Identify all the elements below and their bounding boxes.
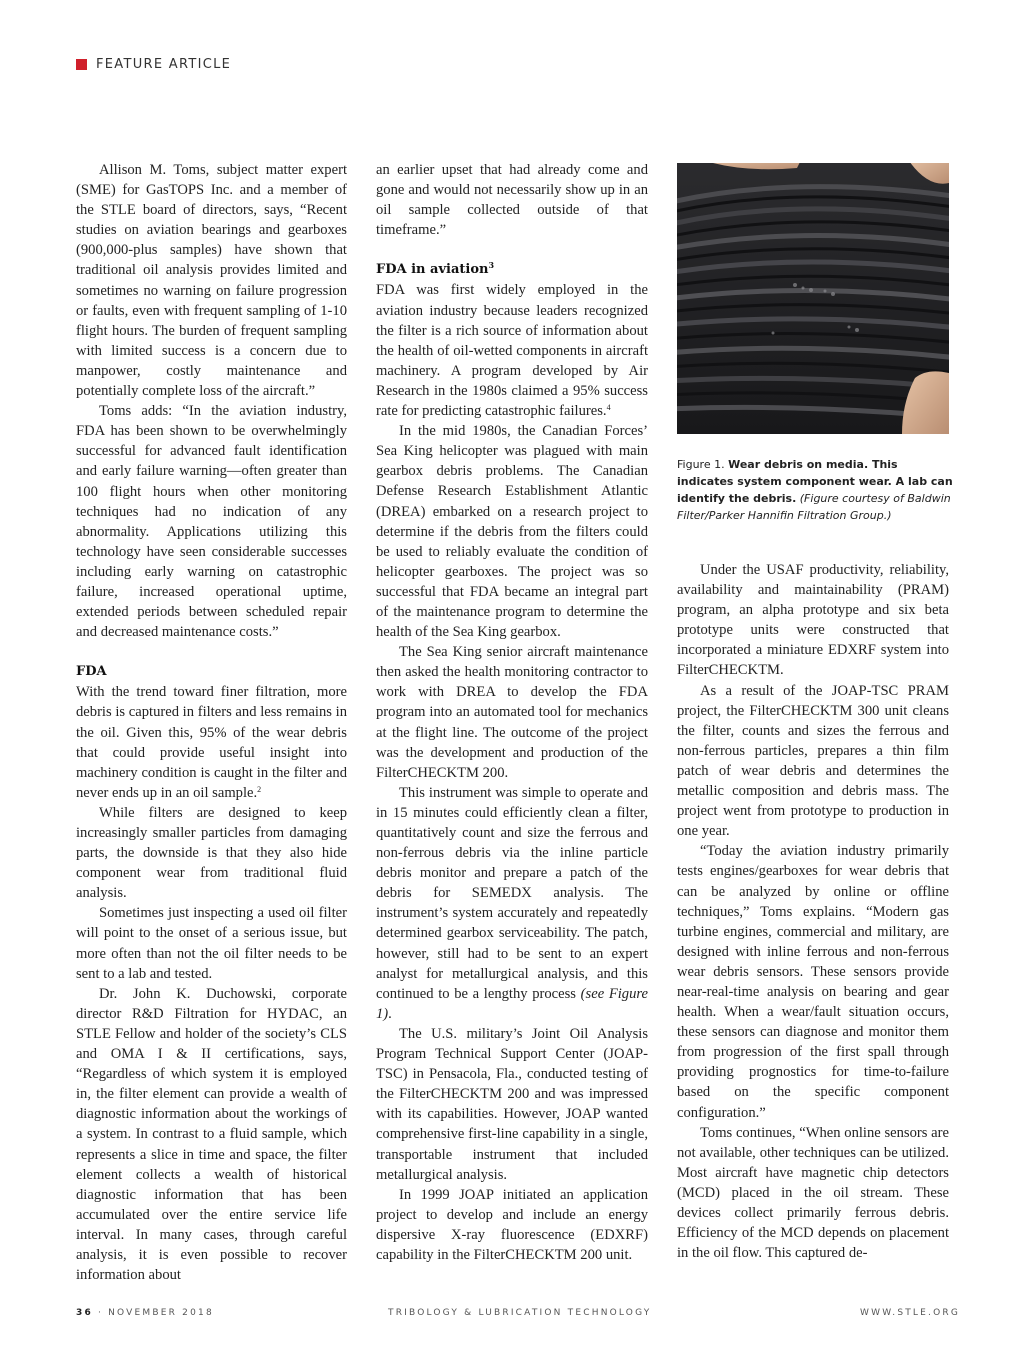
- footer-page-info: [76, 1308, 214, 1318]
- footnote-ref: 4: [606, 403, 611, 413]
- paragraph: With the trend toward finer filtration, more debris is captured in filters and less remains in the oil. Given this, 95% of the wear debris that could provide useful insight into machinery condition is caught in the filter and never ends up in an oil sample.$^2$: [76, 684, 347, 801]
- paragraph: The Sea King senior aircraft maintenance then asked the health monitoring contractor to work with DREA to develop the FDA program into an automated tool for mechanics at the flight line. The outcome of the project was the development and production of the FilterCHECKTM 200.: [376, 644, 648, 781]
- figure-label: Figure 1.: [677, 458, 725, 471]
- paragraph: As a result of the JOAP-TSC PRAM project, the FilterCHECKTM 300 unit cleans the filter, counts and sizes the ferrous and non-ferrous particles, prepares a thin film patch of wear debris and determines the metallic composition and debris mass. The project went from prototype to production in one year.: [677, 682, 949, 840]
- paragraph: FDA was first widely employed in the aviation industry because leaders recognized the filter is a rich source of information about the health of oil-wetted components in aircraft machinery. A program developed by Air Research in the 1980s claimed a 95% success rate for predicting catastrophic failures.$^4$: [376, 282, 648, 420]
- paragraph: In the mid 1980s, the Canadian Forces’ Sea King helicopter was plagued with main gearbox debris problems. The Canadian Defense Research Establishment Atlantic (DREA) embarked on a research project to determine if the debris from the filters could be used to reliably evaluate the condition of helicopter gearboxes. The project was so successful that FDA became an integral part of the maintenance program to determine the health of the Sea King gearbox.: [376, 423, 648, 641]
- article-column-2: [376, 160, 648, 1265]
- figure-photo-filter-media: [677, 163, 949, 434]
- paragraph: Allison M. Toms, subject matter expert (SME) for GasTOPS Inc. and a member of the STLE board of directors, says, “Recent studies on aviation bearings and gearboxes (900,000-plus samples) have shown that traditional oil analysis provides limited and sometimes no warning on failure progression or faults, even with frequent sampling of 1-10 flight hours. The burden of frequent sampling with limited success is a concern due to manpower, costly maintenance and potentially complete loss of the aircraft.”: [76, 162, 347, 400]
- page-number: 36: [76, 1308, 93, 1318]
- paragraph: Toms adds: “In the aviation industry, FDA has been shown to be overwhelmingly successful for advanced fault identification and early failure warning—often greater than 100 flight hours when other monitoring techniques had no indication of any abnormality. Applications utilizing this technology have seen considerable successes including early warning on catastrophic failure, increased operational uptime, extended periods between scheduled repair and decreased maintenance costs.”: [76, 403, 347, 641]
- section-header: [76, 57, 231, 72]
- paragraph: Toms continues, “When online sensors are not available, other techniques can be utilized. Most aircraft have magnetic chip detectors (MCD) placed in the oil stream. These devices collect primarily ferrous debris. Efficiency of the MCD depends on placement in the oil flow. This captured de-: [677, 1124, 949, 1262]
- article-column-3: [677, 560, 949, 1263]
- filter-pleats-image: [677, 163, 949, 434]
- paragraph: While filters are designed to keep increasingly smaller particles from damaging parts, the downside is that they also hide component wear from traditional fluid analysis.: [76, 804, 347, 902]
- figure-caption-text: Wear debris on media. This indicates system component wear. A lab can identify the debris.: [677, 458, 953, 505]
- website-link[interactable]: WWW.STLE.ORG: [860, 1308, 961, 1318]
- paragraph: Under the USAF productivity, reliability, availability and maintainability (PRAM) program, an alpha prototype and six beta prototype units were constructed that incorporated a miniature EDXRF system into FilterCHECKTM.: [677, 562, 949, 679]
- paragraph: an earlier upset that had already come and gone and would not necessarily show up in an oil sample collected outside of that timeframe.”: [376, 162, 648, 239]
- paragraph: This instrument was simple to operate and in 15 minutes could efficiently clean a filter, quantitatively count and size the ferrous and non-ferrous debris via the inline particle debris monitor and prepare a patch of the debris for SEMEDX analysis. The instrument’s system accurately and repeatedly determined gearbox serviceability. The patch, however, still had to be sent to an expert analyst for metallurgical analysis, and this continued to be a lengthy process (see Figure 1).: [376, 784, 649, 1022]
- paragraph: “Today the aviation industry primarily tests engines/gearboxes for wear debris that can be analyzed by online or offline techniques,” Toms explains. “Modern gas turbine engines, commercial and military, are designed with inline ferrous and non-ferrous wear debris sensors. These sensors provide near-real-time analysis on bearing and gear health. When a wear/fault situation occurs, these sensors can diagnose and monitor them from progression of the first spall through providing prognostics for time-to-failure based on the specific component configuration.”: [677, 843, 949, 1121]
- paragraph: Dr. John K. Duchowski, corporate director R&D Filtration for HYDAC, an STLE Fellow and holder of the society’s CLS and OMA I & II certifications, says, “Regardless of which system it is employed in, the filter element can provide a wealth of diagnostic information about the workings of a system. In contrast to a fluid sample, which represents a slice in time and space, the filter element collects a wealth of historical diagnostic information that has been accumulated over the entire service life interval. In many cases, through careful analysis, it is even possible to recover information about: [76, 985, 347, 1284]
- subheading-fda: FDA: [76, 664, 107, 680]
- figure-reference: (see Figure 1): [376, 985, 649, 1022]
- article-column-1: [76, 160, 347, 1285]
- section-label: FEATURE ARTICLE: [96, 57, 232, 72]
- paragraph: Sometimes just inspecting a used oil filter will point to the onset of a serious issue, but more often than not the oil filter needs to be sent to a lab and tested.: [76, 905, 347, 982]
- section-marker-square: [76, 59, 87, 70]
- footer-separator: ·: [98, 1308, 104, 1318]
- figure-caption: [677, 456, 953, 524]
- issue-date: NOVEMBER 2018: [108, 1308, 214, 1318]
- paragraph: In 1999 JOAP initiated an application project to develop and include an energy dispersive X-ray fluorescence (EDXRF) capability in the FilterCHECKTM 200 unit.: [376, 1186, 648, 1263]
- paragraph: The U.S. military’s Joint Oil Analysis Program Technical Support Center (JOAP-TSC) in Pensacola, Fla., conducted testing of the FilterCHECKTM 200 and was impressed with its capabilities. However, JOAP wanted comprehensive first-line capability in a single, transportable instrument that included metallurgical analysis.: [376, 1025, 648, 1183]
- footnote-ref: 2: [257, 784, 262, 794]
- figure-credit: (Figure courtesy of Baldwin Filter/Parker Hannifin Filtration Group.): [677, 492, 951, 522]
- footnote-ref: 3: [488, 260, 495, 271]
- subheading-fda-in-aviation: FDA in aviation$^3$: [376, 260, 495, 278]
- magazine-name: TRIBOLOGY & LUBRICATION TECHNOLOGY: [388, 1308, 652, 1318]
